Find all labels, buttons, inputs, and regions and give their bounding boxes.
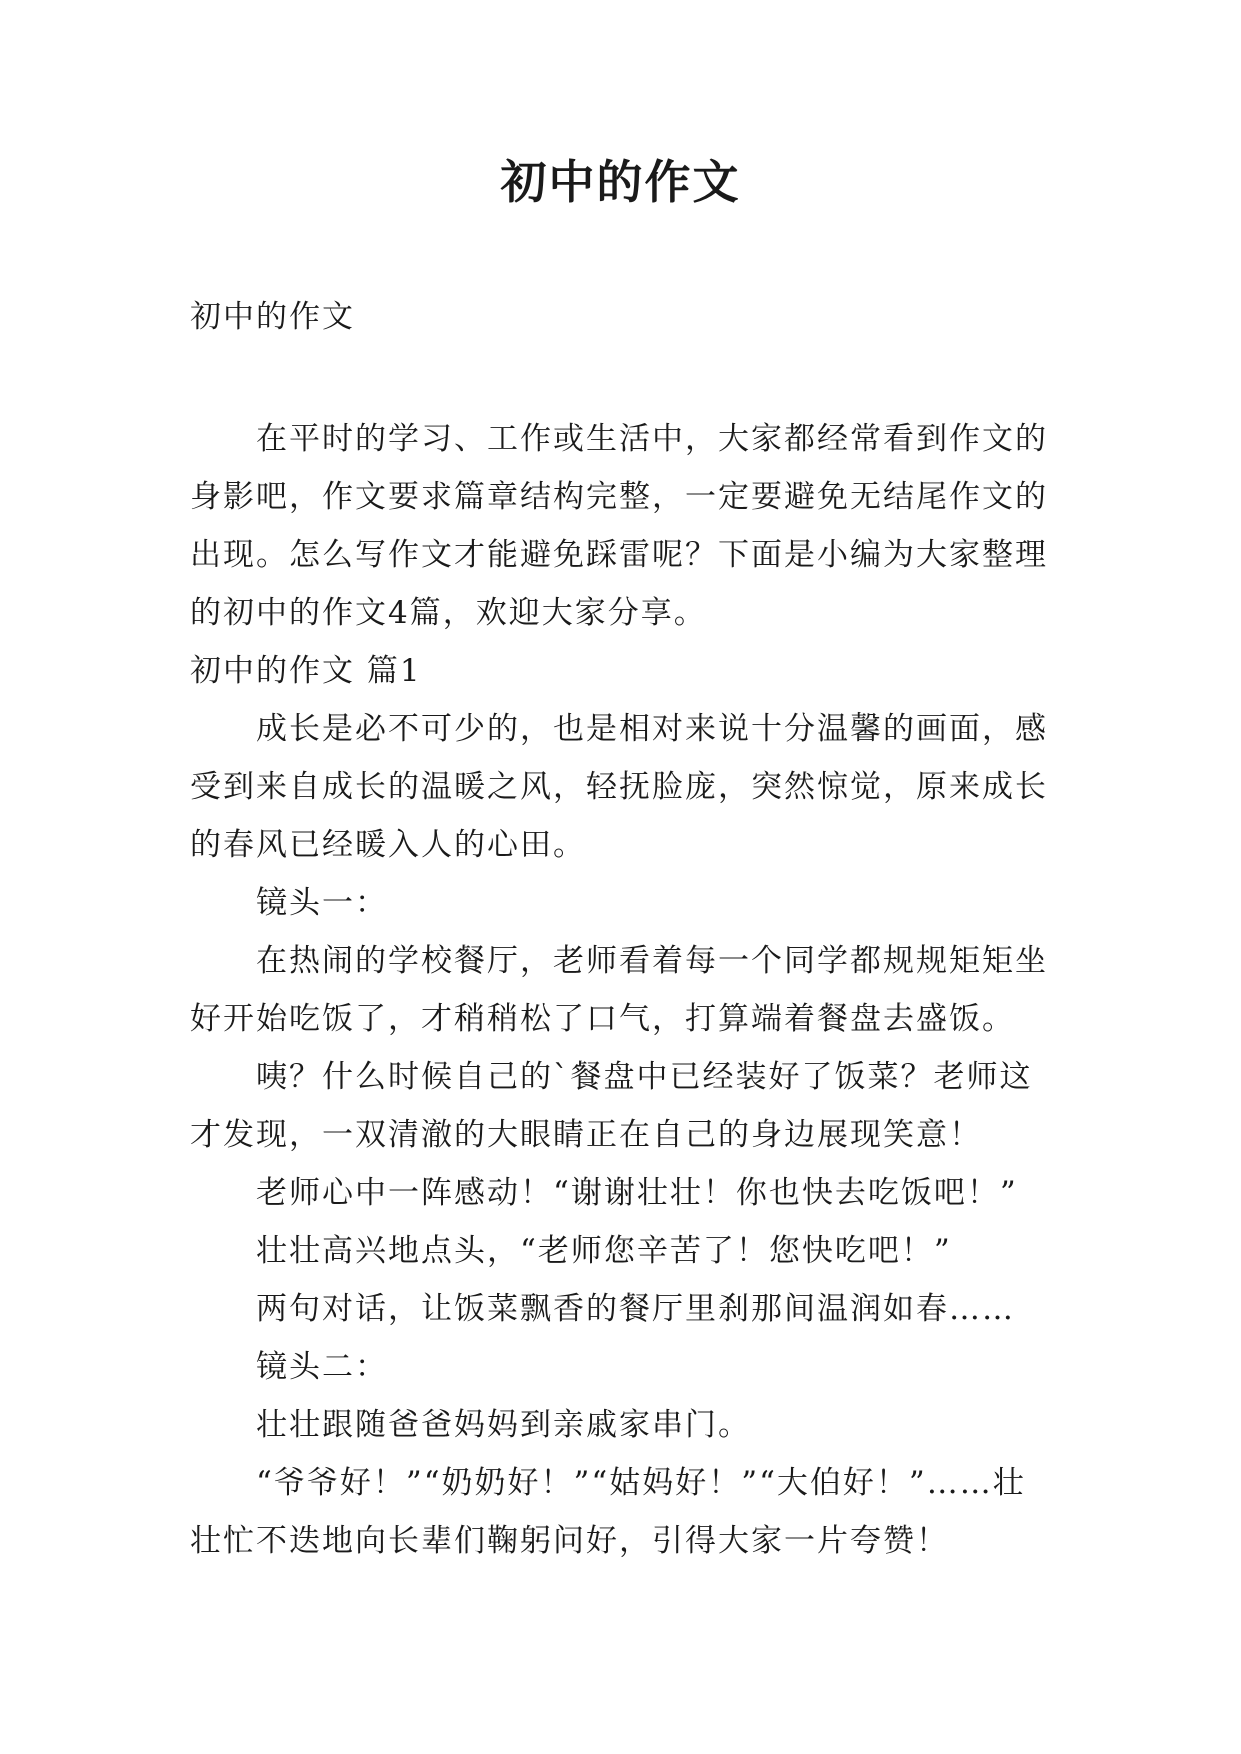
section-heading: 初中的作文 篇1 bbox=[190, 653, 422, 689]
paragraph-3: 在热闹的学校餐厅，老师看着每一个同学都规规矩矩坐好开始吃饭了，才稍稍松了口气，打算端着餐盘去盛饭。 bbox=[190, 943, 1048, 1037]
paragraph-1: 成长是必不可少的，也是相对来说十分温馨的画面，感受到来自成长的温暖之风，轻抚脸庞，突然惊觉，原来成长的春风已经暖入人的心田。 bbox=[190, 711, 1048, 863]
document-subtitle: 初中的作文 bbox=[190, 299, 355, 335]
paragraph-2: 镜头一： bbox=[256, 885, 388, 921]
paragraph-10: “爷爷好！”“奶奶好！”“姑妈好！”“大伯好！”……壮壮忙不迭地向长辈们鞠躬问好，引得大家一片夸赞！ bbox=[190, 1465, 1026, 1559]
document-body bbox=[190, 288, 1055, 1570]
paragraph-6: 壮壮高兴地点头，“老师您辛苦了！您快吃吧！” bbox=[256, 1233, 952, 1269]
paragraph-4: 咦？什么时候自己的`餐盘中已经装好了饭菜？老师这才发现，一双清澈的大眼睛正在自己的身边展现笑意！ bbox=[190, 1059, 1033, 1153]
paragraph-9: 壮壮跟随爸爸妈妈到亲戚家串门。 bbox=[256, 1407, 751, 1443]
paragraph-8: 镜头二： bbox=[256, 1349, 388, 1385]
document-title: 初中的作文 bbox=[500, 155, 741, 209]
intro-paragraph: 在平时的学习、工作或生活中，大家都经常看到作文的身影吧，作文要求篇章结构完整，一定要避免无结尾作文的出现。怎么写作文才能避免踩雷呢？下面是小编为大家整理的初中的作文4篇，欢迎大家分享。 bbox=[190, 421, 1048, 631]
spacer bbox=[190, 346, 1055, 410]
paragraph-7: 两句对话，让饭菜飘香的餐厅里刹那间温润如春…… bbox=[256, 1291, 1015, 1327]
paragraph-5: 老师心中一阵感动！“谢谢壮壮！你也快去吃饭吧！” bbox=[256, 1175, 1018, 1211]
